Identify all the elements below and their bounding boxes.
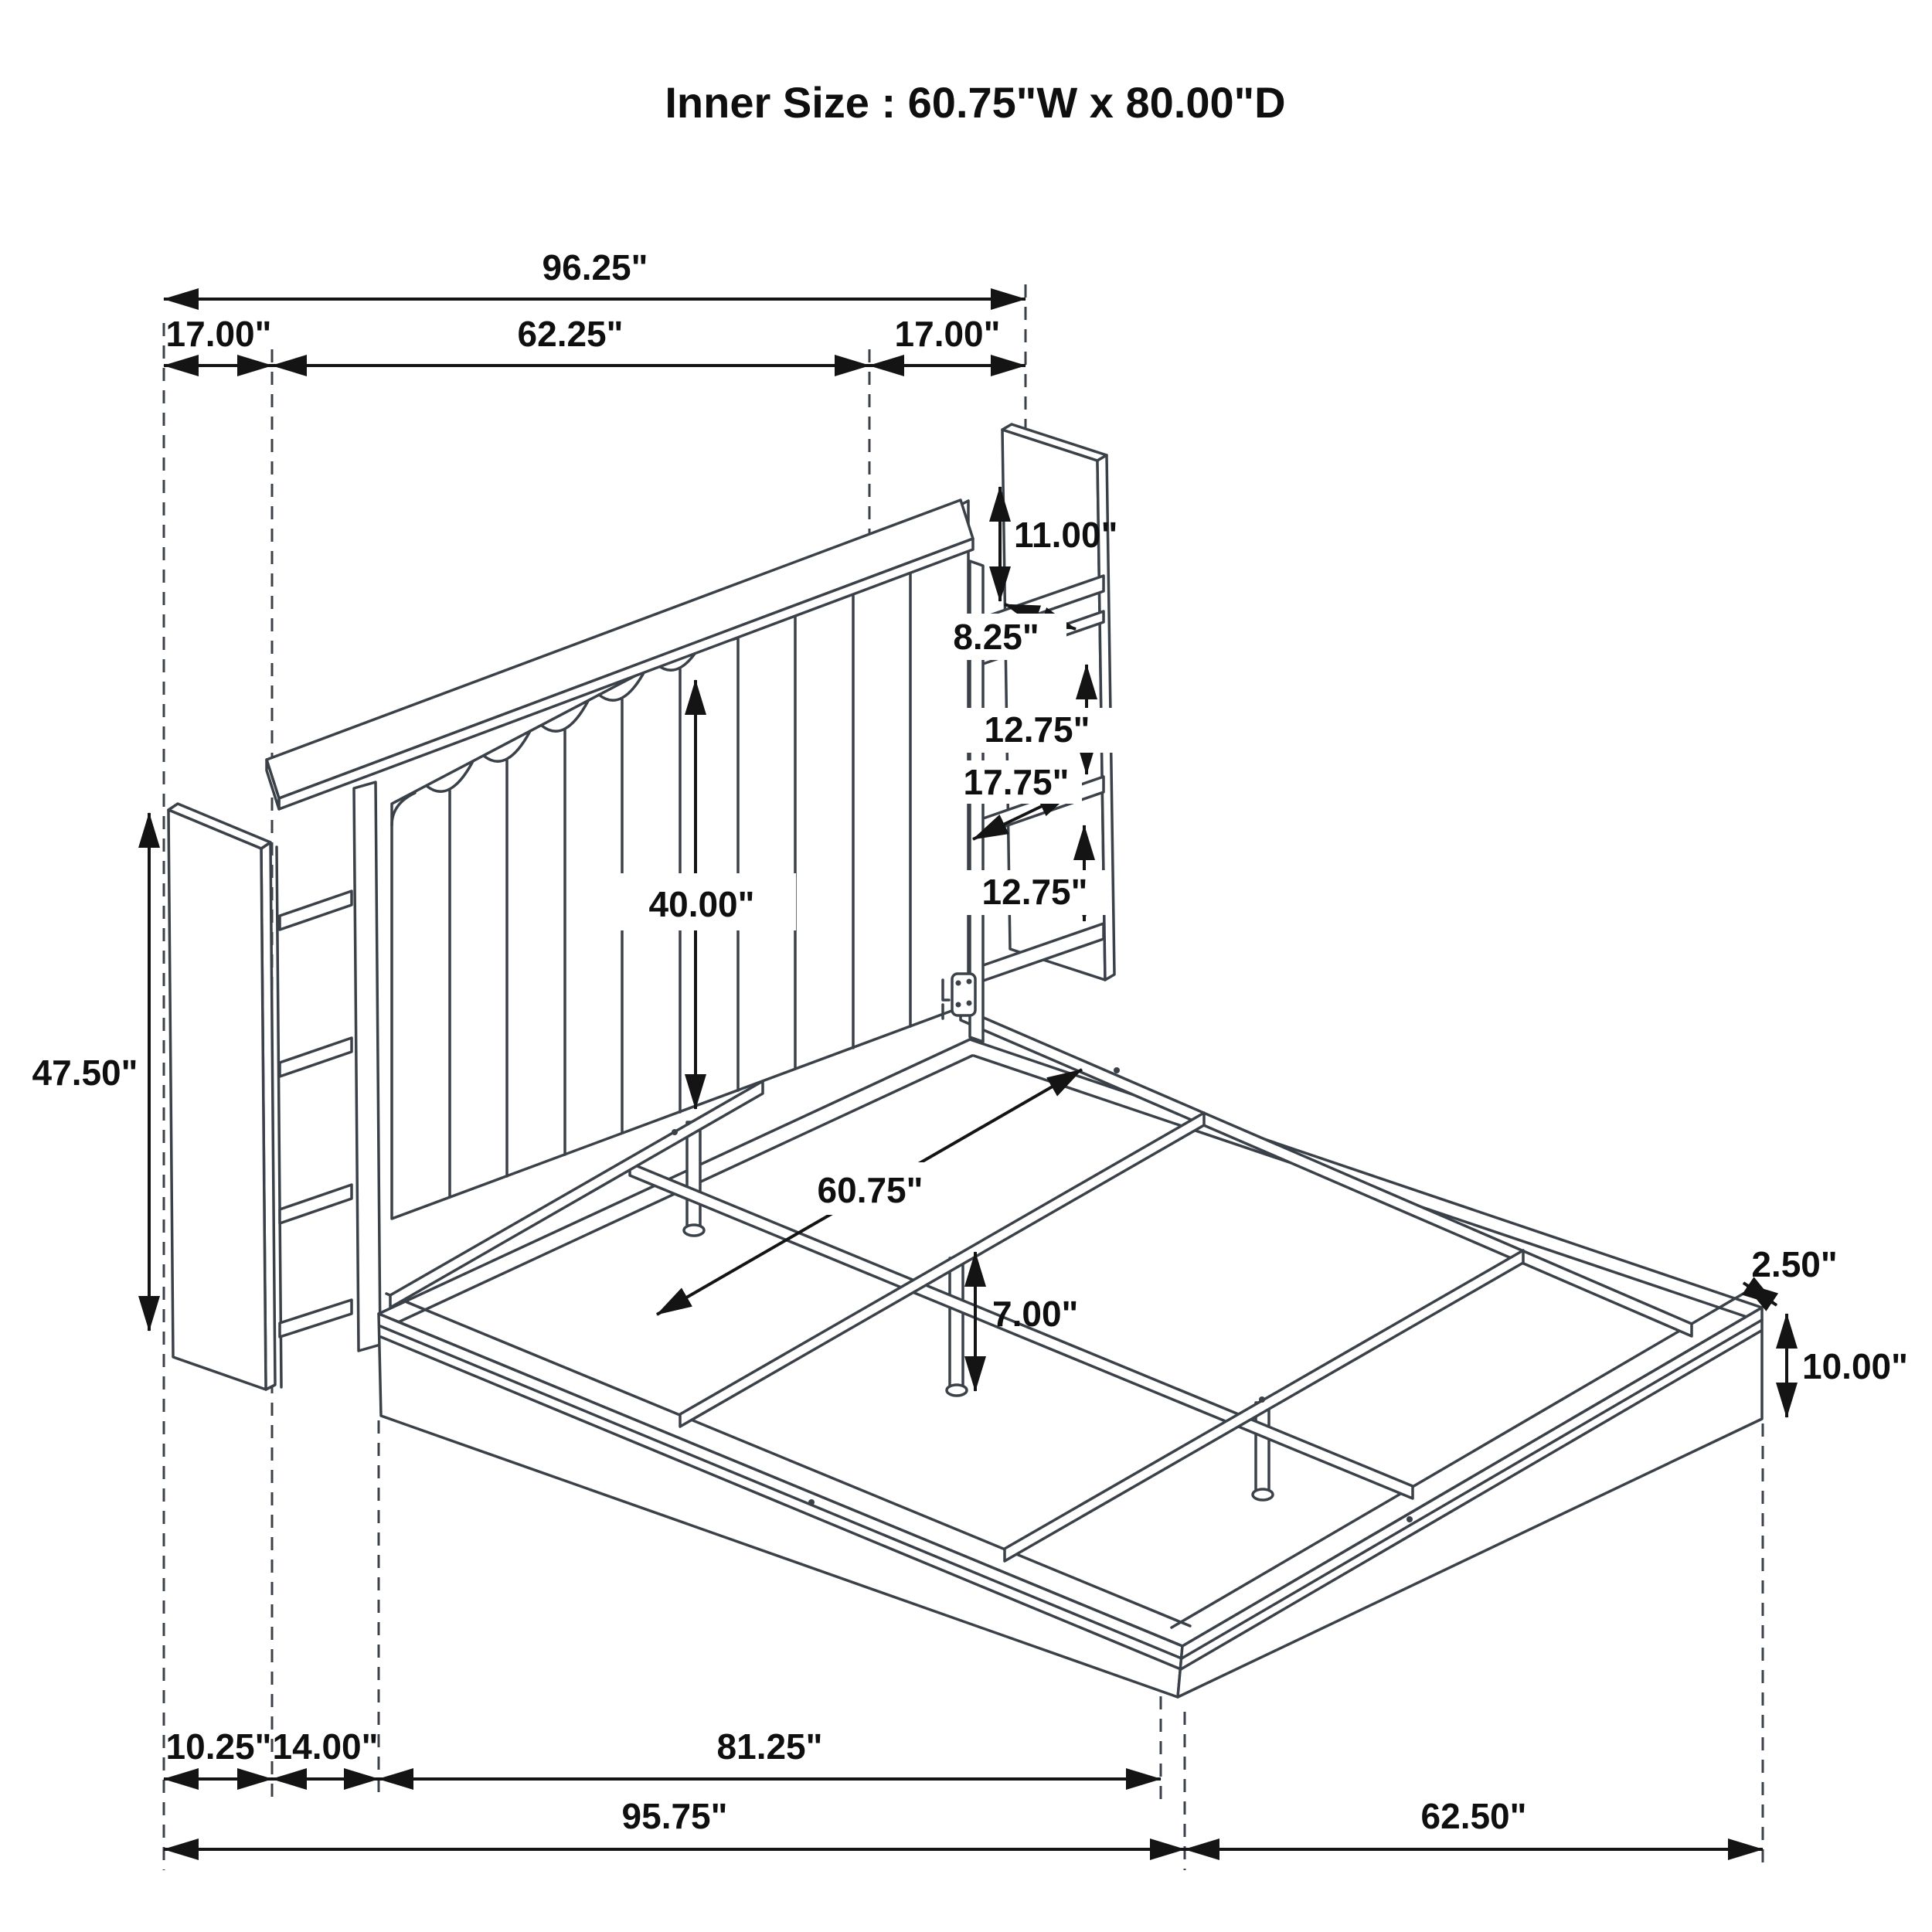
dim-bottom-left-offset: 10.25" [165, 1726, 272, 1767]
diagram-title: Inner Size : 60.75"W x 80.00"D [665, 78, 1286, 127]
leg [950, 1258, 963, 1387]
left-pier-shelf [280, 1038, 352, 1077]
dim-shelf-gap: 11.00" [1014, 515, 1118, 555]
dim-headboard-height: 40.00" [648, 884, 755, 924]
dim-leg-height: 7.00" [992, 1294, 1079, 1334]
left-pier-shelf [280, 1185, 352, 1223]
dim-top-left: 17.00" [165, 314, 272, 354]
dim-base-height: 10.00" [1802, 1346, 1908, 1386]
dim-bottom-platform-length: 81.25" [716, 1726, 823, 1767]
dim-bottom-pier-depth: 14.00" [272, 1726, 379, 1767]
dim-rim-lip: 2.50" [1751, 1244, 1838, 1284]
leg [687, 1122, 700, 1227]
left-pier [168, 782, 380, 1389]
dim-bottom-overall-width: 62.50" [1420, 1796, 1527, 1836]
dim-shelf-depth: 8.25" [953, 617, 1039, 657]
dim-top-overall: 96.25" [542, 247, 648, 287]
left-pier-shelf [280, 891, 352, 930]
mounting-bracket [952, 974, 975, 1015]
dim-pier-height: 47.50" [32, 1053, 138, 1093]
left-pier-bottom-shelf [280, 1300, 352, 1337]
dim-shelf-diagonal: 17.75" [963, 762, 1070, 802]
dim-inner-width: 60.75" [817, 1170, 923, 1210]
dim-opening-upper: 12.75" [984, 709, 1090, 750]
dim-top-center: 62.25" [517, 314, 624, 354]
left-pier-front-panel [168, 810, 266, 1389]
dim-opening-lower: 12.75" [981, 872, 1088, 912]
dim-bottom-overall-length: 95.75" [621, 1796, 728, 1836]
dim-top-right: 17.00" [894, 314, 1001, 354]
left-pier-back-panel [354, 782, 380, 1351]
